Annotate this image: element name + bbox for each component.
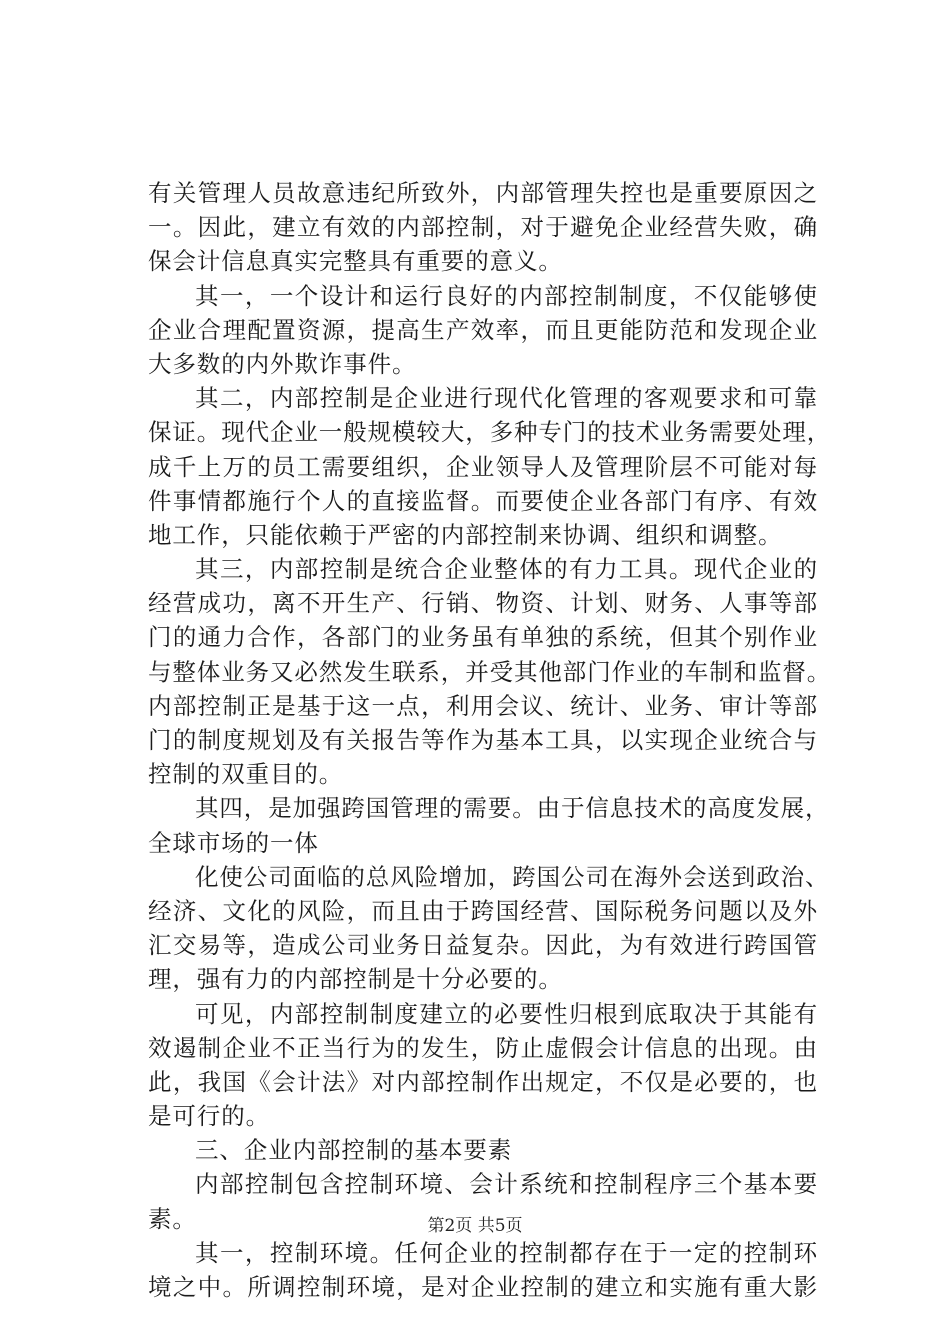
text-line: 理，强有力的内部控制是十分必要的。 (148, 965, 563, 994)
text-line: 汇交易等，造成公司业务日益复杂。因此，为有效进行跨国管 (148, 931, 818, 960)
text-line: 保证。现代企业一般规模较大，多种专门的技术业务需要处理， (148, 418, 832, 447)
text-line: 其二，内部控制是企业进行现代化管理的客观要求和可靠 (195, 384, 818, 413)
page-footer: 第2页 共5页 (427, 1216, 523, 1236)
text-line: 地工作，只能依赖于严密的内部控制来协调、组织和调整。 (148, 520, 783, 549)
text-line: 控制的双重目的。 (148, 760, 344, 789)
text-line: 经济、文化的风险，而且由于跨国经营、国际税务问题以及外 (148, 896, 818, 925)
text-line: 企业合理配置资源，提高生产效率，而且更能防范和发现企业 (148, 315, 818, 344)
text-line: 内部控制包含控制环境、会计系统和控制程序三个基本要 (195, 1170, 818, 1199)
text-line: 件事情都施行个人的直接监督。而要使企业各部门有序、有效 (148, 486, 818, 515)
text-line: 化使公司面临的总风险增加，跨国公司在海外会送到政治、 (195, 862, 830, 891)
text-line: 其四，是加强跨国管理的需要。由于信息技术的高度发展， (195, 794, 830, 823)
text-line: 全球市场的一体 (148, 828, 319, 857)
text-line: 其三，内部控制是统合企业整体的有力工具。现代企业的 (195, 555, 818, 584)
text-line: 效遏制企业不正当行为的发生，防止虚假会计信息的出现。由 (148, 1033, 818, 1062)
text-line: 是可行的。 (148, 1102, 270, 1131)
text-line: 三、企业内部控制的基本要素 (195, 1136, 513, 1165)
text-line: 与整体业务又必然发生联系，并受其他部门作业的车制和监督。 (148, 657, 832, 686)
text-line: 境之中。所调控制环境，是对企业控制的建立和实施有重大影 (148, 1273, 818, 1301)
text-line: 门的通力合作，各部门的业务虽有单独的系统，但其个别作业 (148, 623, 818, 652)
text-line: 此，我国《会计法》对内部控制作出规定，不仅是必要的，也 (148, 1067, 818, 1096)
text-line: 内部控制正是基于这一点，利用会议、统计、业务、审计等部 (148, 691, 818, 720)
document-body (148, 176, 832, 1304)
text-line: 可见，内部控制制度建立的必要性归根到底取决于其能有 (195, 999, 818, 1028)
text-line: 保会计信息真实完整具有重要的意义。 (148, 247, 563, 276)
text-line: 成千上万的员工需要组织，企业领导人及管理阶层不可能对每 (148, 452, 818, 481)
text-line: 一。因此，建立有效的内部控制，对于避免企业经营失败，确 (148, 213, 818, 242)
text-line: 大多数的内外欺诈事件。 (148, 349, 417, 378)
text-line: 门的制度规划及有关报告等作为基本工具，以实现企业统合与 (148, 726, 818, 754)
text-line: 素。 (148, 1204, 197, 1233)
text-line: 其一，控制环境。任何企业的控制都存在于一定的控制环 (195, 1238, 818, 1267)
text-line: 其一，一个设计和运行良好的内部控制制度，不仅能够使 (195, 281, 818, 310)
text-line: 有关管理人员故意违纪所致外，内部管理失控也是重要原因之 (148, 179, 818, 207)
text-line: 经营成功，离不开生产、行销、物资、计划、财务、人事等部 (148, 589, 818, 618)
